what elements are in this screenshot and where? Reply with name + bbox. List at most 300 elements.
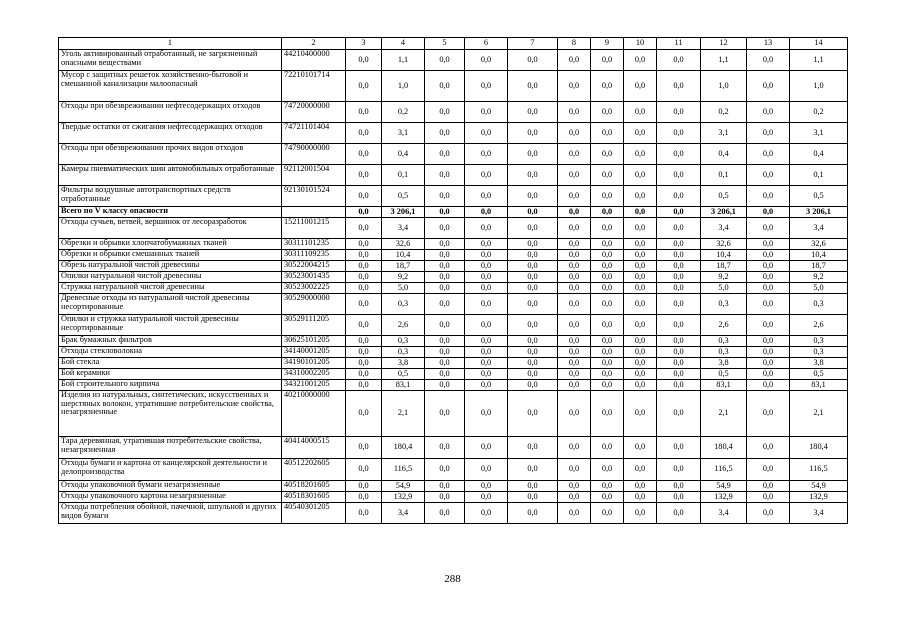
value-cell: 0,0 <box>465 492 508 503</box>
value-cell: 0,0 <box>657 207 701 218</box>
value-cell: 0,0 <box>346 294 382 315</box>
value-cell: 0,0 <box>591 492 624 503</box>
value-cell: 18,7 <box>701 261 747 272</box>
value-cell: 0,0 <box>558 250 591 261</box>
value-cell: 0,0 <box>747 50 790 71</box>
value-cell: 0,0 <box>558 459 591 481</box>
value-cell: 0,0 <box>425 369 465 380</box>
waste-code-cell: 15211001215 <box>282 218 346 239</box>
value-cell: 0,0 <box>624 347 657 358</box>
value-cell: 0,0 <box>657 283 701 294</box>
value-cell: 0,4 <box>701 144 747 165</box>
value-cell: 0,0 <box>657 503 701 524</box>
value-cell: 0,0 <box>657 102 701 123</box>
value-cell: 132,9 <box>701 492 747 503</box>
value-cell: 0,0 <box>558 272 591 283</box>
table-row <box>59 481 848 492</box>
value-cell: 0,0 <box>747 358 790 369</box>
table-row <box>59 459 848 481</box>
value-cell: 0,0 <box>747 391 790 437</box>
value-cell: 0,5 <box>701 186 747 207</box>
value-cell: 9,2 <box>382 272 425 283</box>
value-cell: 18,7 <box>790 261 848 272</box>
value-cell: 0,0 <box>591 239 624 250</box>
value-cell: 0,0 <box>591 503 624 524</box>
waste-name-cell: Тара деревянная, утратившая потребительские свойства, незагрязненная <box>59 437 282 459</box>
waste-code-cell: 40512202605 <box>282 459 346 481</box>
value-cell: 54,9 <box>701 481 747 492</box>
value-cell: 0,0 <box>591 102 624 123</box>
waste-code-cell: 40518201605 <box>282 481 346 492</box>
value-cell: 0,0 <box>465 391 508 437</box>
value-cell: 3,8 <box>382 358 425 369</box>
value-cell: 0,0 <box>624 50 657 71</box>
value-cell: 0,0 <box>624 165 657 186</box>
value-cell: 1,0 <box>382 71 425 102</box>
table-row <box>59 503 848 524</box>
value-cell: 3,4 <box>790 218 848 239</box>
value-cell: 2,6 <box>382 315 425 336</box>
value-cell: 54,9 <box>382 481 425 492</box>
value-cell: 0,0 <box>624 207 657 218</box>
table-row <box>59 102 848 123</box>
table-row <box>59 239 848 250</box>
value-cell: 3,4 <box>382 218 425 239</box>
value-cell: 0,0 <box>508 391 558 437</box>
waste-name-cell: Брак бумажных фильтров <box>59 336 282 347</box>
value-cell: 0,0 <box>465 283 508 294</box>
value-cell: 0,0 <box>425 492 465 503</box>
value-cell: 0,0 <box>624 336 657 347</box>
value-cell: 0,0 <box>591 315 624 336</box>
table-row <box>59 218 848 239</box>
value-cell: 132,9 <box>382 492 425 503</box>
value-cell: 0,0 <box>558 391 591 437</box>
value-cell: 0,0 <box>624 283 657 294</box>
value-cell: 0,0 <box>591 294 624 315</box>
value-cell: 0,5 <box>382 369 425 380</box>
value-cell: 0,0 <box>591 391 624 437</box>
value-cell: 0,0 <box>591 481 624 492</box>
column-number-header: 13 <box>747 38 790 50</box>
value-cell: 0,0 <box>747 186 790 207</box>
value-cell: 0,0 <box>747 144 790 165</box>
waste-name-cell: Обрезки и обрывки смешанных тканей <box>59 250 282 261</box>
value-cell: 0,3 <box>382 294 425 315</box>
value-cell: 5,0 <box>790 283 848 294</box>
value-cell: 0,0 <box>465 207 508 218</box>
value-cell: 0,0 <box>747 369 790 380</box>
value-cell: 0,0 <box>425 186 465 207</box>
value-cell: 0,0 <box>465 239 508 250</box>
value-cell: 0,3 <box>701 347 747 358</box>
value-cell: 0,0 <box>657 294 701 315</box>
value-cell: 0,0 <box>425 336 465 347</box>
value-cell: 0,0 <box>591 459 624 481</box>
value-cell: 0,0 <box>508 272 558 283</box>
value-cell: 0,0 <box>591 336 624 347</box>
value-cell: 0,0 <box>425 144 465 165</box>
waste-name-cell: Отходы стекловолокна <box>59 347 282 358</box>
value-cell: 0,0 <box>346 207 382 218</box>
value-cell: 0,0 <box>747 380 790 391</box>
waste-name-cell: Отходы сучьев, ветвей, вершинок от лесоразработок <box>59 218 282 239</box>
value-cell: 0,0 <box>747 207 790 218</box>
waste-code-cell: 40540301205 <box>282 503 346 524</box>
value-cell: 0,0 <box>508 207 558 218</box>
value-cell: 0,0 <box>657 186 701 207</box>
value-cell: 1,1 <box>382 50 425 71</box>
value-cell: 0,0 <box>558 50 591 71</box>
value-cell: 9,2 <box>701 272 747 283</box>
value-cell: 0,0 <box>508 294 558 315</box>
value-cell: 83,1 <box>701 380 747 391</box>
value-cell: 83,1 <box>790 380 848 391</box>
value-cell: 0,0 <box>508 336 558 347</box>
waste-name-cell: Отходы потребления обойной, пачечной, шпульной и других видов бумаги <box>59 503 282 524</box>
value-cell: 0,0 <box>747 102 790 123</box>
value-cell: 0,0 <box>747 239 790 250</box>
value-cell: 0,0 <box>346 272 382 283</box>
value-cell: 0,0 <box>508 347 558 358</box>
value-cell: 0,4 <box>790 144 848 165</box>
value-cell: 0,0 <box>657 315 701 336</box>
value-cell: 0,0 <box>591 186 624 207</box>
value-cell: 0,0 <box>558 358 591 369</box>
value-cell: 0,0 <box>558 294 591 315</box>
table-row <box>59 380 848 391</box>
value-cell: 0,1 <box>701 165 747 186</box>
column-number-header: 5 <box>425 38 465 50</box>
value-cell: 2,1 <box>382 391 425 437</box>
value-cell: 0,0 <box>558 261 591 272</box>
value-cell: 0,0 <box>558 144 591 165</box>
value-cell: 0,0 <box>508 250 558 261</box>
column-number-header: 11 <box>657 38 701 50</box>
value-cell: 0,0 <box>465 186 508 207</box>
value-cell: 0,0 <box>591 71 624 102</box>
value-cell: 0,0 <box>346 503 382 524</box>
value-cell: 0,0 <box>508 165 558 186</box>
value-cell: 0,0 <box>465 459 508 481</box>
column-number-header: 8 <box>558 38 591 50</box>
value-cell: 0,0 <box>657 144 701 165</box>
value-cell: 0,0 <box>558 165 591 186</box>
value-cell: 10,4 <box>701 250 747 261</box>
value-cell: 0,0 <box>657 481 701 492</box>
waste-name-cell: Бой строительного кирпича <box>59 380 282 391</box>
value-cell: 0,0 <box>465 347 508 358</box>
value-cell: 0,0 <box>425 250 465 261</box>
value-cell: 0,0 <box>591 283 624 294</box>
value-cell: 32,6 <box>382 239 425 250</box>
value-cell: 0,0 <box>425 283 465 294</box>
value-cell: 5,0 <box>382 283 425 294</box>
value-cell: 0,0 <box>657 239 701 250</box>
value-cell: 0,0 <box>747 336 790 347</box>
value-cell: 0,0 <box>508 261 558 272</box>
value-cell: 0,0 <box>657 358 701 369</box>
value-cell: 0,0 <box>624 239 657 250</box>
value-cell: 0,0 <box>465 261 508 272</box>
value-cell: 0,0 <box>657 165 701 186</box>
value-cell: 0,0 <box>624 437 657 459</box>
value-cell: 0,0 <box>346 123 382 144</box>
value-cell: 0,0 <box>624 492 657 503</box>
value-cell: 0,0 <box>624 186 657 207</box>
waste-code-cell: 44210400000 <box>282 50 346 71</box>
value-cell: 0,0 <box>591 261 624 272</box>
value-cell: 0,0 <box>624 503 657 524</box>
value-cell: 0,0 <box>657 123 701 144</box>
value-cell: 0,0 <box>508 437 558 459</box>
value-cell: 0,4 <box>382 144 425 165</box>
waste-code-cell: 30625101205 <box>282 336 346 347</box>
column-number-header: 10 <box>624 38 657 50</box>
value-cell: 3,8 <box>701 358 747 369</box>
waste-name-cell: Уголь активированный отработанный, не загрязненный опасными веществами <box>59 50 282 71</box>
waste-name-cell: Фильтры воздушные автотранспортных средств отработанные <box>59 186 282 207</box>
value-cell: 0,0 <box>508 503 558 524</box>
value-cell: 0,0 <box>346 283 382 294</box>
waste-code-cell: 30523002225 <box>282 283 346 294</box>
value-cell: 0,0 <box>558 503 591 524</box>
waste-name-cell: Бой керамики <box>59 369 282 380</box>
value-cell: 0,5 <box>790 186 848 207</box>
waste-code-cell: 40518301605 <box>282 492 346 503</box>
waste-name-cell: Обрезь натуральной чистой древесины <box>59 261 282 272</box>
waste-name-cell: Мусор с защитных решеток хозяйственно-бытовой и смешанной канализации малоопасный <box>59 71 282 102</box>
value-cell: 0,0 <box>425 102 465 123</box>
value-cell: 0,0 <box>624 272 657 283</box>
value-cell: 0,0 <box>346 102 382 123</box>
waste-name-cell: Обрезки и обрывки хлопчатобумажных тканей <box>59 239 282 250</box>
waste-code-cell: 74721101404 <box>282 123 346 144</box>
value-cell: 0,0 <box>425 123 465 144</box>
value-cell: 0,0 <box>747 272 790 283</box>
value-cell: 0,0 <box>624 250 657 261</box>
table-row <box>59 50 848 71</box>
value-cell: 0,0 <box>465 50 508 71</box>
value-cell: 0,0 <box>425 437 465 459</box>
value-cell: 0,0 <box>465 503 508 524</box>
waste-name-cell: Изделия из натуральных, синтетических, искусственных и шерстяных волокон, утратившие потребительские свойства, незагрязненные <box>59 391 282 437</box>
value-cell: 0,0 <box>346 492 382 503</box>
value-cell: 0,0 <box>747 294 790 315</box>
value-cell: 0,0 <box>747 165 790 186</box>
value-cell: 0,0 <box>747 437 790 459</box>
value-cell: 0,0 <box>346 481 382 492</box>
value-cell: 0,0 <box>591 123 624 144</box>
value-cell: 0,0 <box>558 315 591 336</box>
column-number-header: 7 <box>508 38 558 50</box>
value-cell: 0,0 <box>425 459 465 481</box>
waste-name-cell: Отходы при обезвреживании нефтесодержащих отходов <box>59 102 282 123</box>
value-cell: 0,0 <box>657 492 701 503</box>
value-cell: 0,1 <box>790 165 848 186</box>
value-cell: 3,4 <box>701 218 747 239</box>
value-cell: 0,0 <box>508 71 558 102</box>
value-cell: 0,5 <box>382 186 425 207</box>
value-cell: 2,6 <box>790 315 848 336</box>
value-cell: 0,0 <box>465 481 508 492</box>
value-cell: 0,0 <box>591 165 624 186</box>
waste-code-cell: 30523001435 <box>282 272 346 283</box>
waste-code-cell: 34190101205 <box>282 358 346 369</box>
value-cell: 0,0 <box>346 380 382 391</box>
value-cell: 180,4 <box>382 437 425 459</box>
value-cell: 0,0 <box>747 459 790 481</box>
value-cell: 0,0 <box>425 503 465 524</box>
value-cell: 0,0 <box>508 123 558 144</box>
value-cell: 0,0 <box>425 380 465 391</box>
value-cell: 0,0 <box>558 123 591 144</box>
value-cell: 0,0 <box>508 50 558 71</box>
value-cell: 0,0 <box>508 102 558 123</box>
value-cell: 0,0 <box>558 481 591 492</box>
value-cell: 0,0 <box>747 503 790 524</box>
waste-code-cell: 92130101524 <box>282 186 346 207</box>
value-cell: 0,0 <box>346 50 382 71</box>
value-cell: 0,0 <box>657 336 701 347</box>
value-cell: 0,0 <box>657 71 701 102</box>
value-cell: 0,0 <box>465 102 508 123</box>
value-cell: 2,1 <box>701 391 747 437</box>
column-number-header: 12 <box>701 38 747 50</box>
value-cell: 0,0 <box>657 391 701 437</box>
value-cell: 0,0 <box>465 294 508 315</box>
value-cell: 0,0 <box>747 481 790 492</box>
value-cell: 0,0 <box>657 272 701 283</box>
value-cell: 54,9 <box>790 481 848 492</box>
value-cell: 0,0 <box>624 102 657 123</box>
table-row <box>59 71 848 102</box>
value-cell: 3,1 <box>382 123 425 144</box>
value-cell: 5,0 <box>701 283 747 294</box>
value-cell: 0,0 <box>425 358 465 369</box>
value-cell: 0,0 <box>747 250 790 261</box>
value-cell: 32,6 <box>701 239 747 250</box>
value-cell: 0,0 <box>346 239 382 250</box>
table-row <box>59 347 848 358</box>
table-row <box>59 144 848 165</box>
value-cell: 0,0 <box>346 315 382 336</box>
value-cell: 0,0 <box>346 336 382 347</box>
value-cell: 0,0 <box>465 358 508 369</box>
waste-code-cell: 34310002205 <box>282 369 346 380</box>
value-cell: 0,0 <box>657 437 701 459</box>
waste-code-cell: 30529000000 <box>282 294 346 315</box>
value-cell: 0,0 <box>465 336 508 347</box>
value-cell: 1,0 <box>701 71 747 102</box>
value-cell: 1,1 <box>790 50 848 71</box>
waste-code-cell: 34321001205 <box>282 380 346 391</box>
value-cell: 0,0 <box>624 123 657 144</box>
value-cell: 0,0 <box>591 358 624 369</box>
value-cell: 0,0 <box>346 369 382 380</box>
value-cell: 0,0 <box>558 207 591 218</box>
value-cell: 0,0 <box>591 437 624 459</box>
waste-code-cell: 74790000000 <box>282 144 346 165</box>
value-cell: 116,5 <box>382 459 425 481</box>
table-row <box>59 437 848 459</box>
table-row <box>59 186 848 207</box>
value-cell: 0,0 <box>425 50 465 71</box>
waste-name-cell: Древесные отходы из натуральной чистой древесины несортированные <box>59 294 282 315</box>
column-number-header: 6 <box>465 38 508 50</box>
value-cell: 0,0 <box>346 347 382 358</box>
table-row <box>59 165 848 186</box>
value-cell: 0,0 <box>657 261 701 272</box>
value-cell: 0,0 <box>425 481 465 492</box>
value-cell: 0,0 <box>624 459 657 481</box>
waste-name-cell: Отходы при обезвреживании прочих видов отходов <box>59 144 282 165</box>
value-cell: 3 206,1 <box>701 207 747 218</box>
value-cell: 3 206,1 <box>790 207 848 218</box>
value-cell: 0,3 <box>790 336 848 347</box>
value-cell: 0,0 <box>465 165 508 186</box>
value-cell: 0,0 <box>747 261 790 272</box>
value-cell: 0,3 <box>701 294 747 315</box>
value-cell: 0,0 <box>425 207 465 218</box>
table-row <box>59 272 848 283</box>
table-row <box>59 315 848 336</box>
value-cell: 0,0 <box>657 380 701 391</box>
value-cell: 0,3 <box>382 336 425 347</box>
value-cell: 0,0 <box>508 218 558 239</box>
table-row <box>59 391 848 437</box>
value-cell: 0,0 <box>425 294 465 315</box>
value-cell: 0,0 <box>508 315 558 336</box>
value-cell: 0,0 <box>465 218 508 239</box>
value-cell: 0,0 <box>465 123 508 144</box>
value-cell: 0,0 <box>346 71 382 102</box>
column-number-header: 14 <box>790 38 848 50</box>
waste-name-cell: Опилки натуральной чистой древесины <box>59 272 282 283</box>
table-row <box>59 294 848 315</box>
value-cell: 10,4 <box>790 250 848 261</box>
table-row <box>59 261 848 272</box>
waste-name-cell: Стружка натуральной чистой древесины <box>59 283 282 294</box>
waste-code-cell <box>282 207 346 218</box>
column-number-header: 1 <box>59 38 282 50</box>
waste-code-cell: 30522004215 <box>282 261 346 272</box>
value-cell: 0,0 <box>624 144 657 165</box>
value-cell: 0,0 <box>425 391 465 437</box>
value-cell: 0,0 <box>747 123 790 144</box>
value-cell: 0,0 <box>558 492 591 503</box>
value-cell: 0,0 <box>425 261 465 272</box>
value-cell: 0,0 <box>558 71 591 102</box>
value-cell: 0,0 <box>747 71 790 102</box>
value-cell: 0,0 <box>747 315 790 336</box>
value-cell: 0,0 <box>747 347 790 358</box>
value-cell: 0,5 <box>701 369 747 380</box>
value-cell: 0,0 <box>624 315 657 336</box>
value-cell: 10,4 <box>382 250 425 261</box>
value-cell: 0,0 <box>747 218 790 239</box>
value-cell: 0,0 <box>591 369 624 380</box>
value-cell: 3 206,1 <box>382 207 425 218</box>
value-cell: 0,0 <box>346 391 382 437</box>
value-cell: 18,7 <box>382 261 425 272</box>
value-cell: 0,0 <box>465 144 508 165</box>
value-cell: 0,0 <box>508 239 558 250</box>
value-cell: 0,0 <box>465 369 508 380</box>
value-cell: 180,4 <box>701 437 747 459</box>
value-cell: 0,0 <box>591 144 624 165</box>
value-cell: 0,3 <box>382 347 425 358</box>
